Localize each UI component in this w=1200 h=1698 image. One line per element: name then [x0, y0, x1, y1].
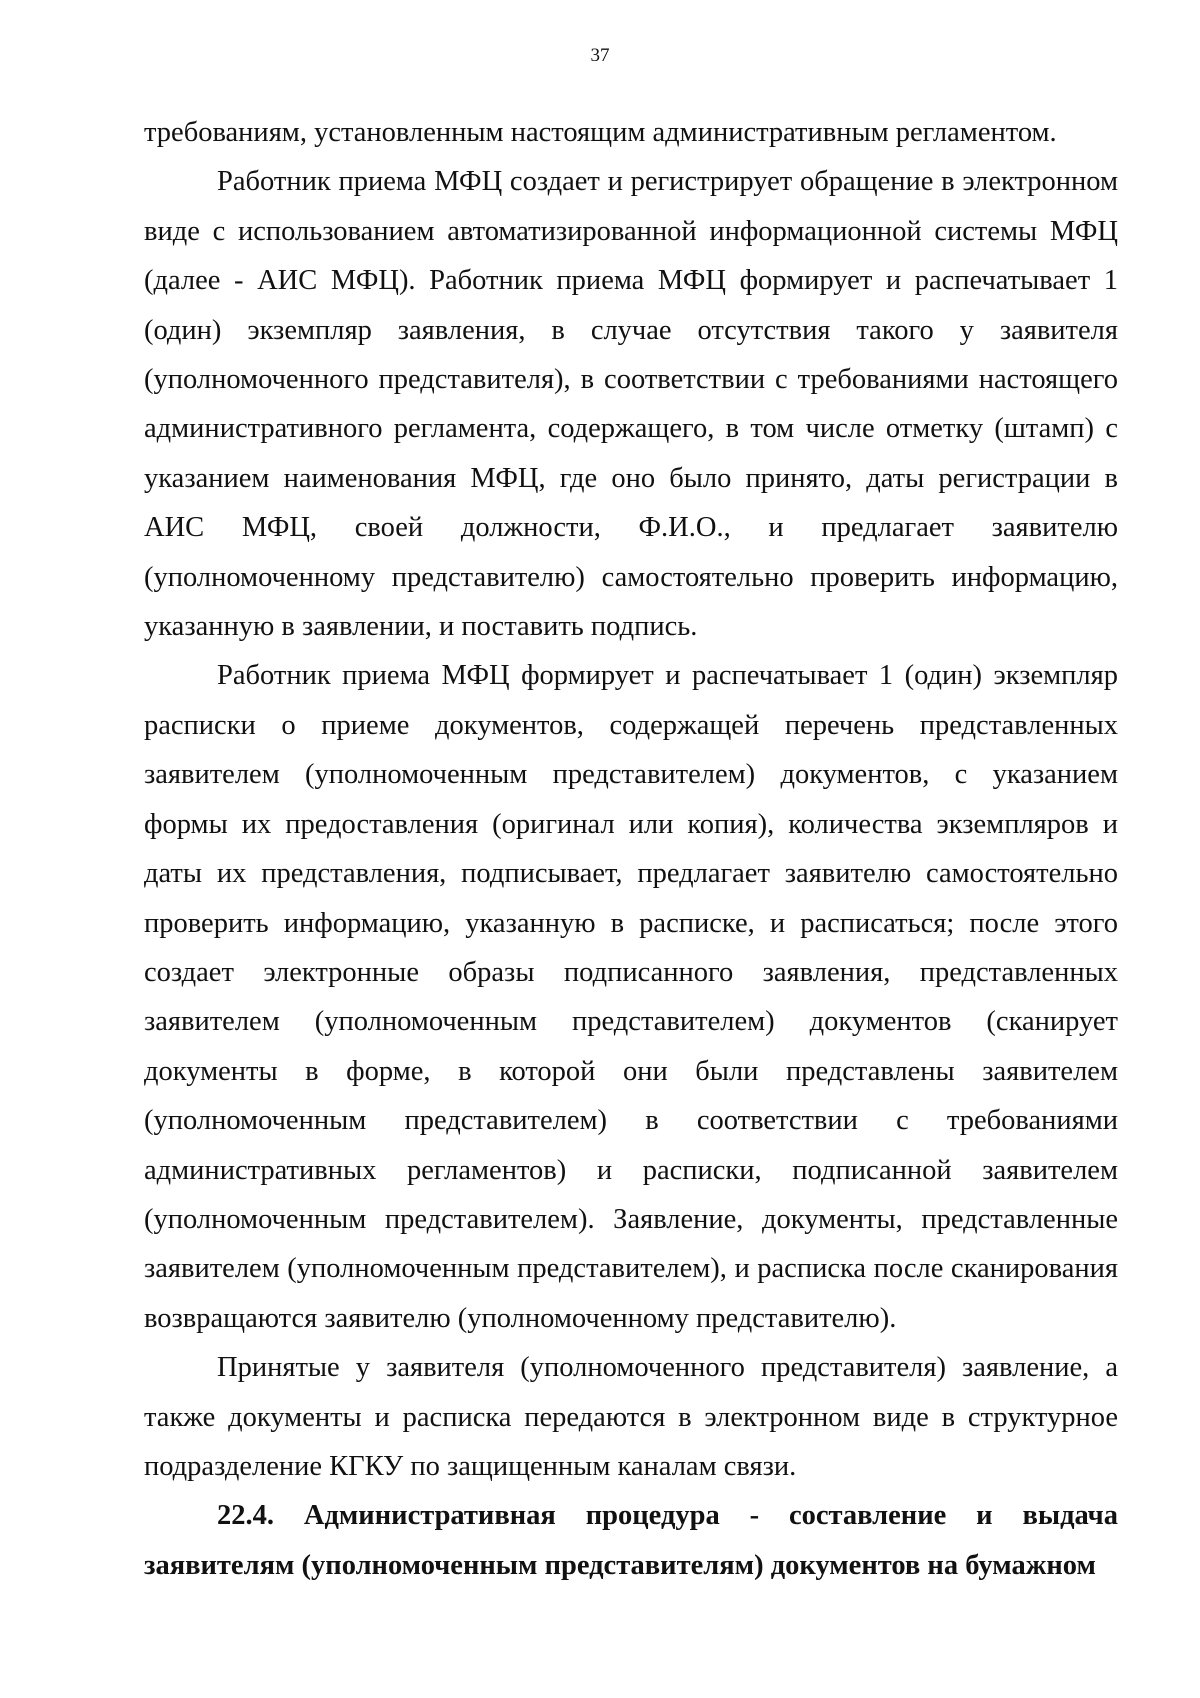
document-body	[144, 108, 1118, 1590]
section-heading: 22.4. Административная процедура - составление и выдача заявителям (уполномоченным представителям) документов на бумажном	[144, 1500, 1118, 1581]
page-number: 37	[590, 45, 610, 66]
paragraph-receipt: Работник приема МФЦ формирует и распечатывает 1 (один) экземпляр расписки о приеме документов, содержащей перечень представленных заявителем (уполномоченным представителем) документов, с указанием формы их предоставления (оригинал или копия), количества экземпляров и даты их представления, подписывает, предлагает заявителю самостоятельно проверить информацию, указанную в расписке, и расписаться; после этого создает электронные образы подписанного заявления, представленных заявителем (уполномоченным представителем) документов (сканирует документы в форме, в которой они были представлены заявителем (уполномоченным представителем) в соответствии с требованиями административных регламентов) и расписки, подписанной заявителем (уполномоченным представителем). Заявление, документы, представленные заявителем (уполномоченным представителем), и расписка после сканирования возвращаются заявителю (уполномоченному представителю).	[144, 660, 1118, 1334]
paragraph-registration: Работник приема МФЦ создает и регистрирует обращение в электронном виде с использованием автоматизированной информационной системы МФЦ (далее - АИС МФЦ). Работник приема МФЦ формирует и распечатывает 1 (один) экземпляр заявления, в случае отсутствия такого у заявителя (уполномоченного представителя), в соответствии с требованиями настоящего административного регламента, содержащего, в том числе отметку (штамп) с указанием наименования МФЦ, где оно было принято, даты регистрации в АИС МФЦ, своей должности, Ф.И.О., и предлагает заявителю (уполномоченному представителю) самостоятельно проверить информацию, указанную в заявлении, и поставить подпись.	[144, 166, 1118, 643]
paragraph-continuation: требованиям, установленным настоящим административным регламентом.	[144, 117, 1057, 148]
paragraph-transfer: Принятые у заявителя (уполномоченного представителя) заявление, а также документы и расписка передаются в электронном виде в структурное подразделение КГКУ по защищенным каналам связи.	[144, 1352, 1118, 1482]
